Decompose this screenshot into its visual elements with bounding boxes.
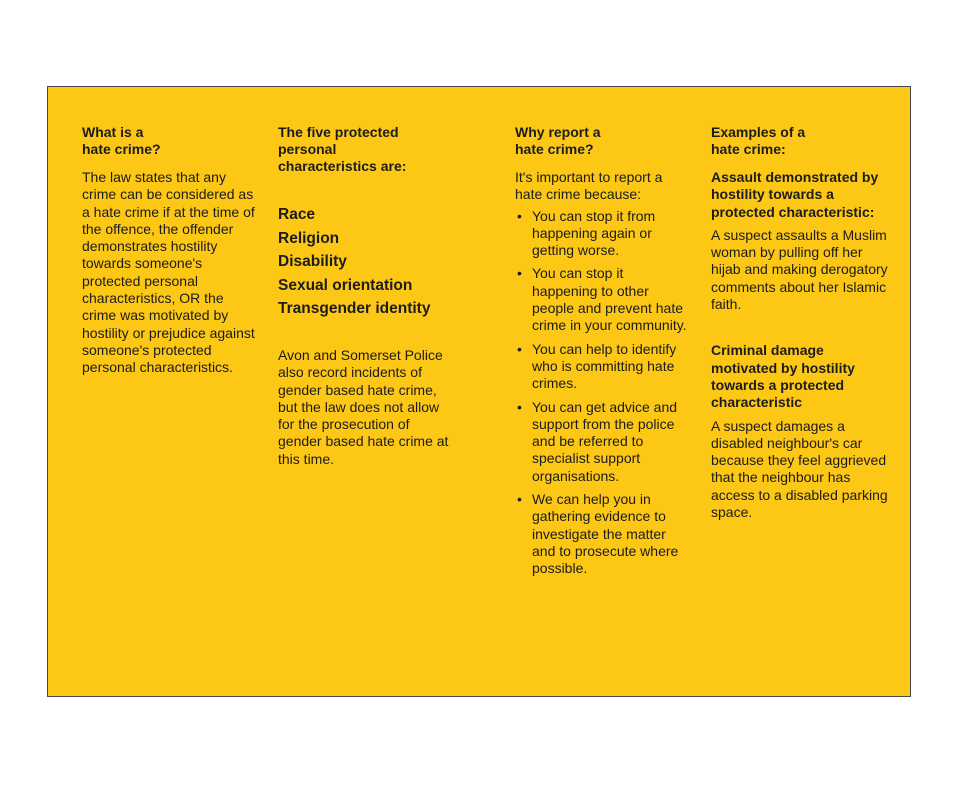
- reason-item: • You can get advice and support from the police and be referred to specialist support organisations.: [515, 399, 690, 485]
- example-criminal-damage-body: A suspect damages a disabled neighbour's car because they feel aggrieved that the neighbour has access to a disabled parking space.: [711, 417, 888, 521]
- characteristic-item: Religion: [278, 229, 340, 247]
- reason-item: • You can help to identify who is committing hate crimes.: [515, 341, 690, 393]
- characteristics-list: [278, 203, 450, 321]
- characteristic-item: Sexual orientation: [278, 276, 413, 294]
- why-report-column: [515, 124, 690, 584]
- characteristic-item: Transgender identity: [278, 300, 431, 318]
- examples-column: [711, 124, 891, 521]
- gender-based-note: Avon and Somerset Police also record incidents of gender based hate crime, but the law does not allow for the prosecution of gender based hate crime at this time.: [278, 346, 449, 467]
- yellow-info-panel: [47, 86, 911, 697]
- reason-item: • You can stop it happening to other people and prevent hate crime in your community.: [515, 265, 690, 334]
- reason-item: • We can help you in gathering evidence to investigate the matter and to prosecute where possible.: [515, 491, 690, 577]
- protected-characteristics-column: [278, 124, 450, 468]
- why-report-heading: Why report a hate crime?: [515, 124, 601, 157]
- hate-crime-definition: The law states that any crime can be considered as a hate crime if at the time of the offence, the offender demonstrates hostility towards someone's protected personal characteristics, OR the crime was motivated by hostility or prejudice against someone's protected personal characteristics.: [82, 169, 255, 376]
- reason-item: • You can stop it from happening again or getting worse.: [515, 208, 690, 260]
- reasons-list: [515, 208, 690, 578]
- what-is-hate-crime-heading: What is a hate crime?: [82, 124, 161, 157]
- protected-characteristics-heading: The five protected personal characteristics are:: [278, 124, 407, 174]
- why-report-intro: It's important to report a hate crime because:: [515, 169, 663, 203]
- characteristic-item: Disability: [278, 253, 347, 271]
- characteristic-item: Race: [278, 206, 316, 223]
- example-assault-title: Assault demonstrated by hostility towards a protected characteristic:: [711, 169, 879, 220]
- example-assault-body: A suspect assaults a Muslim woman by pulling off her hijab and making derogatory comments about her Islamic faith.: [711, 226, 888, 313]
- examples-heading: Examples of a hate crime:: [711, 124, 806, 157]
- example-criminal-damage-title: Criminal damage motivated by hostility towards a protected characteristic: [711, 342, 855, 411]
- what-is-hate-crime-column: [82, 124, 258, 377]
